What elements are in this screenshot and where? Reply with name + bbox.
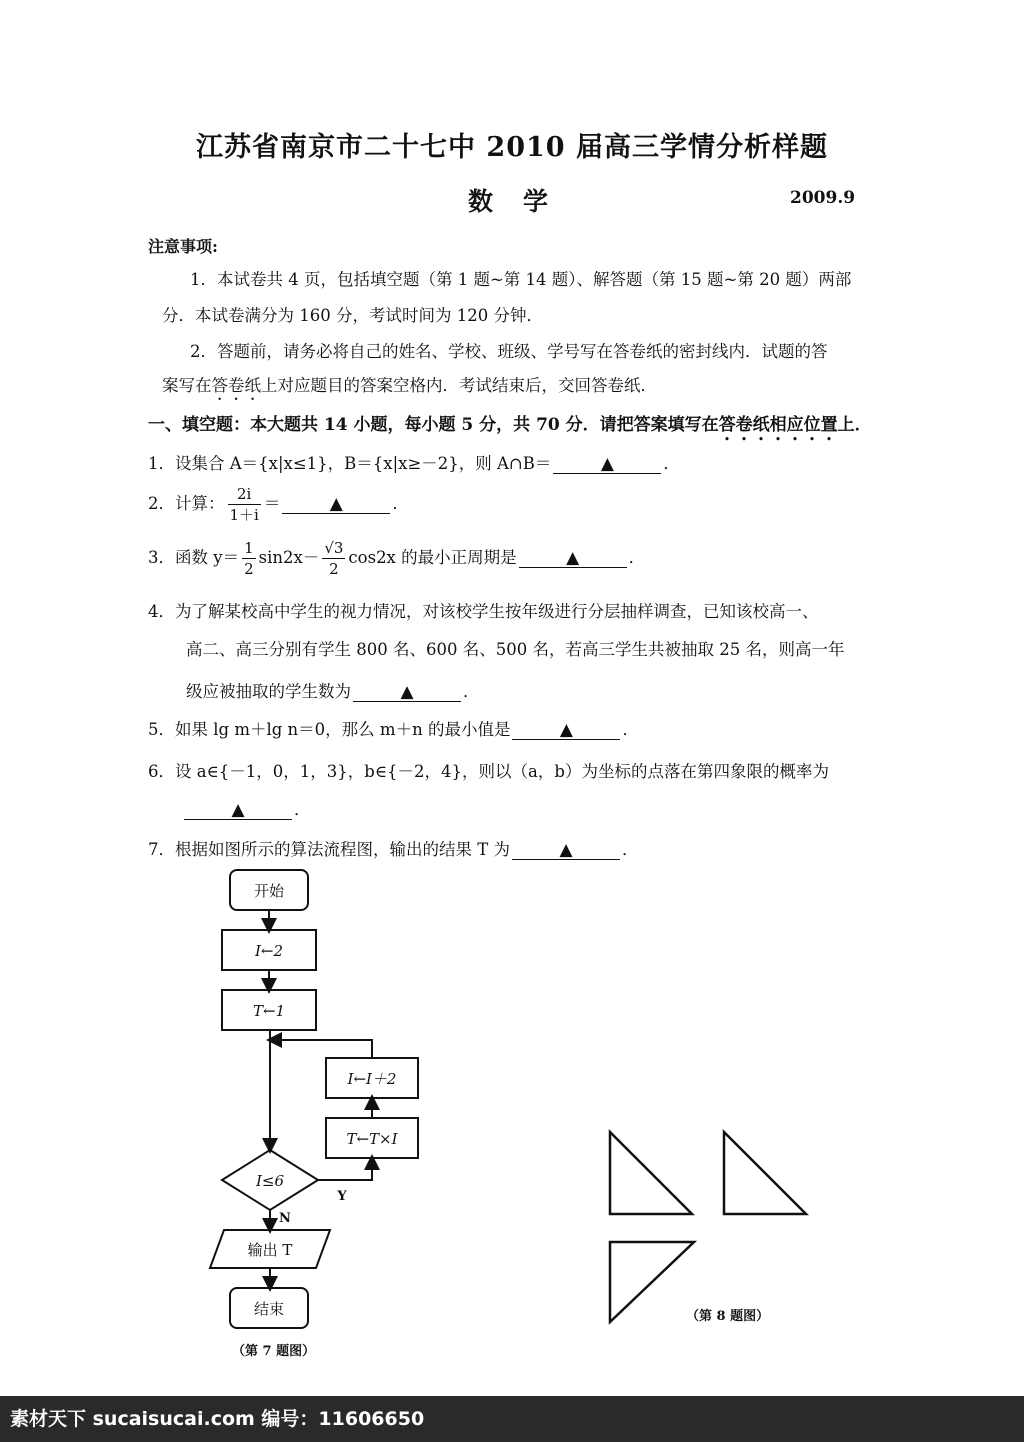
flow-init-i-label: I←2 xyxy=(254,942,284,960)
question-text: cos2x 的最小正周期是 xyxy=(348,548,517,567)
question-text: 3．函数 y＝ xyxy=(148,548,240,567)
flow-condition-label: I≤6 xyxy=(255,1172,285,1190)
question-text: 1．设集合 A＝{x|x≤1}，B＝{x|x≥－2}，则 A∩B＝ xyxy=(148,454,552,473)
figure-8-caption: （第 8 题图） xyxy=(686,1309,770,1324)
denominator: 1＋i xyxy=(229,506,259,524)
subject-title: 数学 xyxy=(468,187,579,216)
notice-item-1-line-1: 1．本试卷共 4 页，包括填空题（第 1 题~第 14 题）、解答题（第 15 题~第 20 题）两部 xyxy=(190,270,852,289)
triangle-shape xyxy=(724,1132,806,1214)
section-heading-emphasis: 答卷纸相应位置 xyxy=(718,415,838,435)
numerator: 2i xyxy=(228,484,261,505)
triangle-shape xyxy=(610,1132,692,1214)
figure-7-caption: （第 7 题图） xyxy=(232,1344,316,1359)
triangle-marker-icon: ▲ xyxy=(400,682,414,702)
triangle-marker-icon: ▲ xyxy=(329,494,343,514)
denominator: 2 xyxy=(329,560,339,578)
question-text: 级应被抽取的学生数为 xyxy=(186,682,351,701)
flow-update-i-label: I←I＋2 xyxy=(347,1070,397,1088)
question-text: 5．如果 lg m＋lg n＝0，那么 m＋n 的最小值是 xyxy=(148,720,511,739)
flow-yes-label: Y xyxy=(337,1189,347,1204)
question-6-line-1: 6．设 a∈{－1，0，1，3}，b∈{－2，4}，则以（a，b）为坐标的点落在第四象限的概率为 xyxy=(148,762,829,781)
flow-start-label: 开始 xyxy=(253,882,285,900)
notice-text: 上对应题目的答案空格内．考试结束后，交回答卷纸． xyxy=(261,376,657,395)
denominator: 2 xyxy=(244,560,254,578)
triangle-shape xyxy=(610,1242,694,1322)
triangle-marker-icon: ▲ xyxy=(559,720,573,740)
figure-8-triangles xyxy=(610,1132,806,1322)
flow-update-t-label: T←T×I xyxy=(346,1130,398,1148)
notice-item-2-line-1: 2．答题前，请务必将自己的姓名、学校、班级、学号写在答卷纸的密封线内．试题的答 xyxy=(190,342,828,361)
flow-arrow xyxy=(318,1158,372,1180)
question-4-line-1: 4．为了解某校高中学生的视力情况，对该校学生按年级进行分层抽样调查，已知该校高一、 xyxy=(148,602,819,621)
notice-text: 案写在 xyxy=(162,376,212,395)
equals: ＝ xyxy=(263,494,281,513)
question-text: 2．计算： xyxy=(148,494,225,513)
section-heading-text: 上． xyxy=(837,415,872,435)
triangle-marker-icon: ▲ xyxy=(559,840,573,860)
notice-heading: 注意事项: xyxy=(148,237,218,256)
period: ． xyxy=(622,840,639,859)
question-text: sin2x－ xyxy=(258,548,320,567)
exam-date: 2009.9 xyxy=(790,188,856,208)
flow-no-label: N xyxy=(279,1211,291,1226)
period: ． xyxy=(628,548,646,567)
flow-end-label: 结束 xyxy=(253,1300,285,1318)
numerator: √3 xyxy=(324,539,344,557)
section-heading-text: 一、填空题：本大题共 14 小题，每小题 5 分，共 70 分．请把答案填写在 xyxy=(148,415,719,435)
notice-emphasis: 答卷纸 xyxy=(211,376,261,395)
flow-arrow xyxy=(270,1040,372,1058)
period: ． xyxy=(294,800,311,819)
triangle-marker-icon: ▲ xyxy=(600,454,614,474)
page-title: 江苏省南京市二十七中 2010 届高三学情分析样题 xyxy=(196,132,828,163)
notice-item-1-line-2: 分．本试卷满分为 160 分，考试时间为 120 分钟． xyxy=(162,306,543,325)
flow-init-t-label: T←1 xyxy=(252,1002,286,1020)
period: ． xyxy=(663,454,680,473)
question-4-line-2: 高二、高三分别有学生 800 名、600 名、500 名，若高三学生共被抽取 25 名，则高一年 xyxy=(186,640,845,659)
watermark-text: 素材天下 sucaisucai.com 编号：11606650 xyxy=(10,1408,425,1430)
flow-output-label: 输出 T xyxy=(247,1241,293,1259)
triangle-marker-icon: ▲ xyxy=(231,800,245,820)
question-text: 7．根据如图所示的算法流程图，输出的结果 T 为 xyxy=(148,840,510,859)
triangle-marker-icon: ▲ xyxy=(566,548,580,568)
numerator: 1 xyxy=(244,539,254,557)
period: ． xyxy=(392,494,409,513)
period: ． xyxy=(622,720,639,739)
period: ． xyxy=(463,682,480,701)
